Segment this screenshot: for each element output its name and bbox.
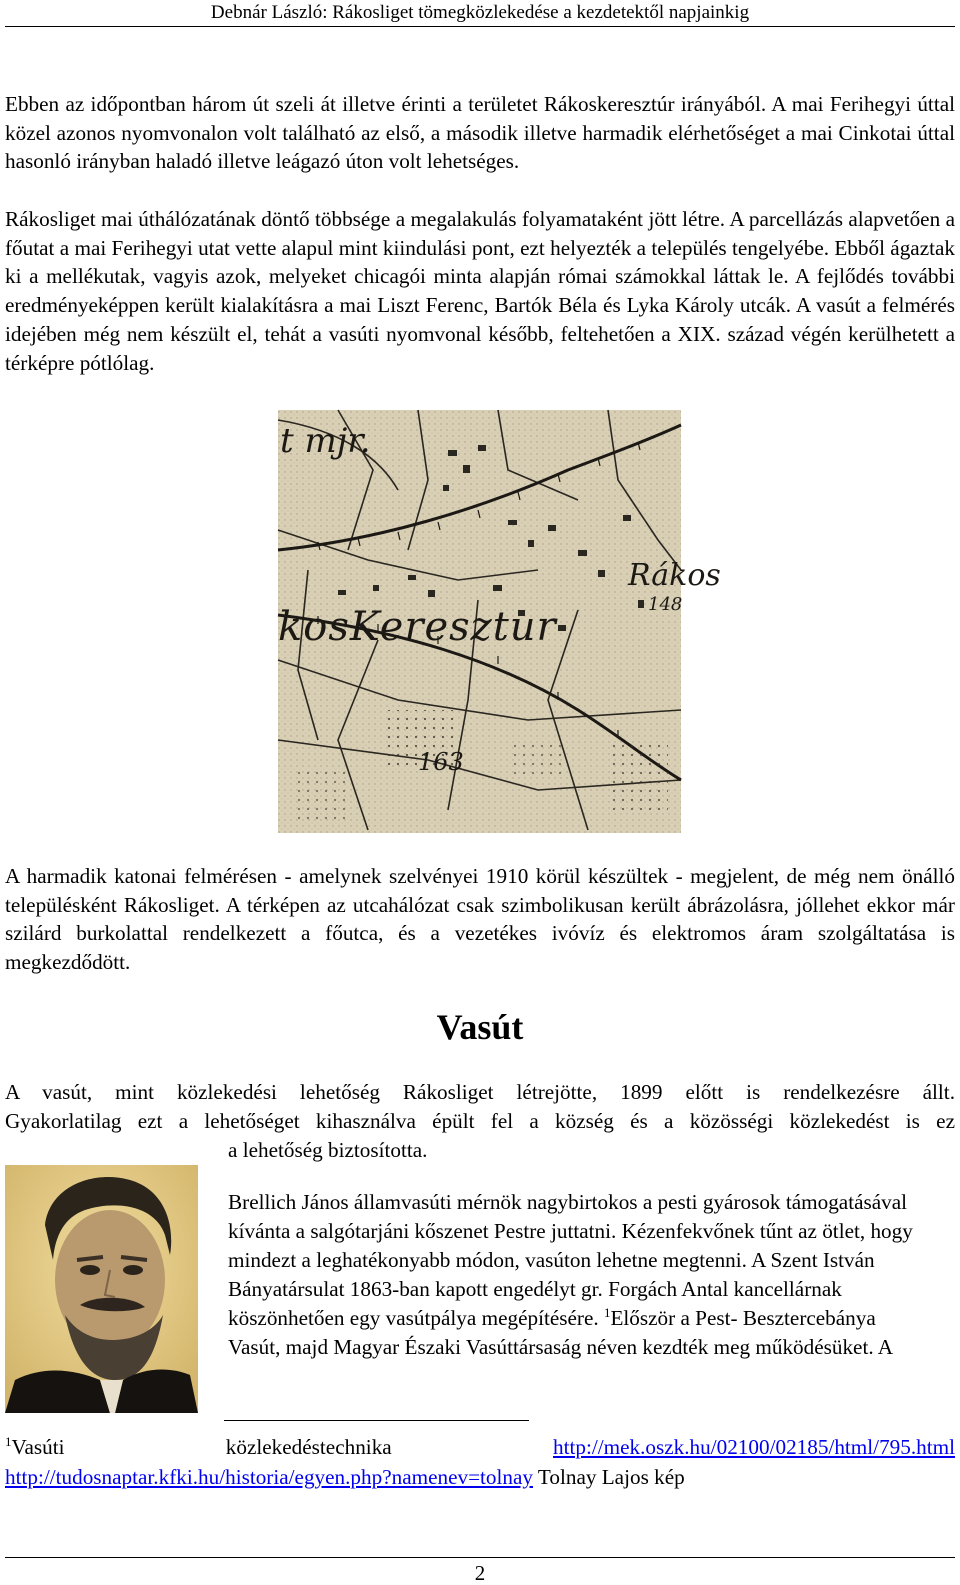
railway-body-text: Brellich János államvasúti mérnök nagybirtokos a pesti gyárosok támogatásával kívánta a salgótarjáni kőszenet Pestre juttatni. Kézenfekvőnek tűnt az ötlet, hogy mindezt a leghatékonyabb módon, vasúton lehetne megtenni. A Szent István Bányatársulat 1863-ban kapott engedélyt gr. Forgách Antal kancellárnak köszönhetően egy vasútpálya megépítésére.	[228, 1190, 913, 1330]
section-heading-railway: Vasút	[436, 1007, 524, 1047]
portrait-image	[5, 1165, 198, 1413]
footnote-divider	[224, 1420, 529, 1421]
footnote-reference[interactable]: 1	[603, 1305, 611, 1320]
railway-body-continued: Először a Pest- Besztercebánya Vasút, majd Magyar Északi Vasúttársaság néven kezdték meg működésüket. A	[228, 1306, 894, 1359]
footnote-link-tudosnaptar[interactable]: http://tudosnaptar.kfki.hu/historia/egyen.php?namenev=tolnay	[5, 1465, 533, 1489]
footnote-line-1	[5, 1433, 955, 1462]
map-label-town: kosKeresztur	[278, 604, 557, 650]
historical-map-image	[278, 410, 721, 833]
railway-intro-line-2: Gyakorlatilag ezt a lehetőséget kihasználva épült fel a község és a közösségi közlekedést is ez	[5, 1109, 955, 1133]
railway-body-paragraph	[228, 1188, 918, 1362]
footer-divider	[5, 1557, 955, 1558]
paragraph-military-survey: A harmadik katonai felmérésen - amelynek szelvényei 1910 körül készültek - megjelent, de még nem önálló településként Rákosliget. A térképen az utcahálózat csak szimbolikusan került ábrázolásra, jóllehet ekkor már szilárd burkolattal rendelkezett a főutca, és a vezetékes ivóvíz és elektromos áram szolgáltatása is megkezdődött.	[5, 864, 955, 975]
header-divider	[5, 26, 955, 27]
footnote-line-2	[5, 1463, 955, 1492]
footnote-caption: Tolnay Lajos kép	[533, 1465, 685, 1489]
railway-intro-line-3: a lehetőség biztosította.	[228, 1138, 428, 1162]
footnote-link-mek[interactable]: http://mek.oszk.hu/02100/02185/html/795.html	[553, 1435, 955, 1459]
page-number: 2	[474, 1561, 486, 1585]
footnote-word-vasuti: Vasúti	[11, 1435, 65, 1459]
paragraph-roads-origin: Ebben az időpontban három út szeli át illetve érinti a területet Rákoskeresztúr irányából. A mai Ferihegyi úttal közel azonos nyomvonalon volt található az első, a második illetve harmadik elérhetőséget a mai Cinkotai úttal hasonló irányban haladó illetve leágazó úton volt lehetséges.	[5, 92, 955, 174]
railway-intro-line-1: A vasút, mint közlekedési lehetőség Rákosliget létrejötte, 1899 előtt is rendelkezésre állt.	[5, 1080, 955, 1104]
page-header-title: Debnár László: Rákosliget tömegközlekedése a kezdetektől napjainkig	[210, 2, 750, 23]
map-label-right-town: Rákos	[628, 558, 721, 593]
footnote-word-kozlekedes: közlekedéstechnika	[225, 1435, 392, 1459]
map-label-top-left: t mjr.	[280, 421, 371, 461]
map-label-elevation-bottom: 163	[418, 748, 464, 776]
paragraph-road-network: Rákosliget mai úthálózatának döntő többsége a megalakulás folyamataként jött létre. A parcellázás alapvetően a főutat a mai Ferihegyi utat vette alapul mint kiindulási pont, ezt helyezték a település tengelyébe. Ebből ágaztak ki a mellékutak, vagyis azok, melyeket chicagói minta alapján római számokkal láttak le. A fejlődés további eredményeképpen került kialakításra a mai Liszt Ferenc, Bartók Béla és Lyka Károly utcák. A vasút a felmérés idejében még nem készült el, tehát a vasúti nyomvonal később, feltehetően a XIX. század végén kerülhetett a térképre pótlólag.	[5, 207, 955, 375]
footnote-mark: 1	[5, 1434, 12, 1449]
footnote-first-word	[5, 1433, 64, 1462]
map-label-elevation-right: 148	[648, 594, 683, 615]
